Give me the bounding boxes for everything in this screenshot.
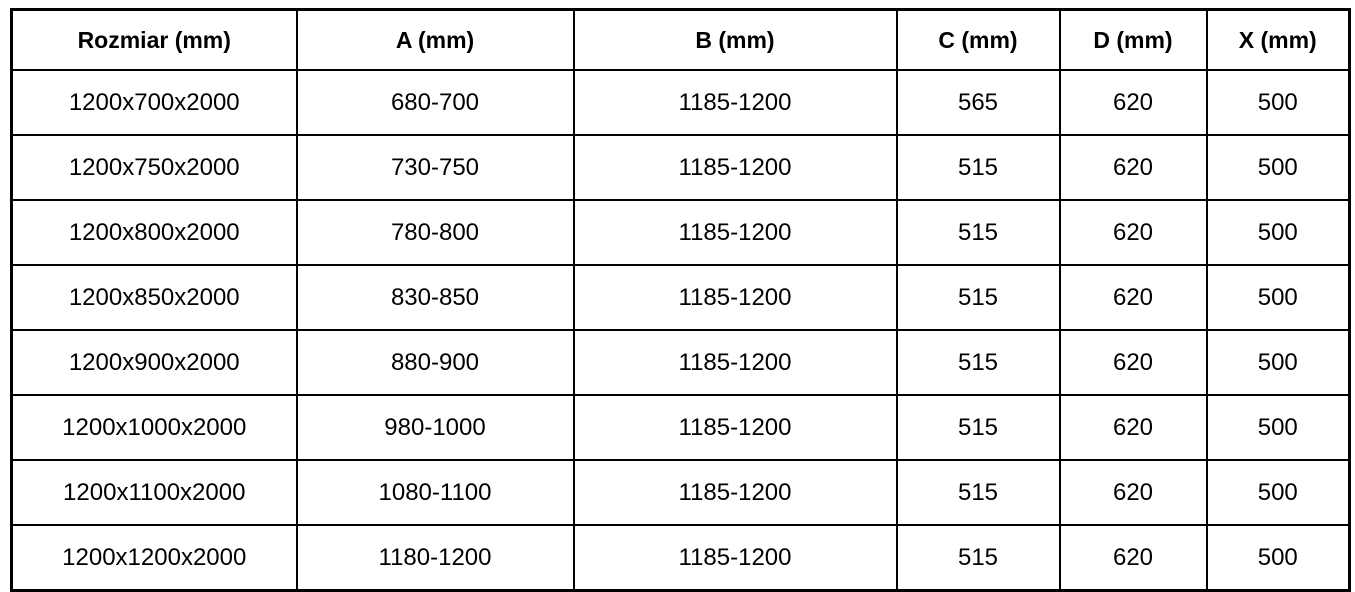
table-cell: 620 (1060, 395, 1207, 460)
table-cell: 1185-1200 (574, 70, 897, 135)
table-cell: 1200x1000x2000 (12, 395, 297, 460)
table-cell: 500 (1207, 70, 1350, 135)
table-cell: 1080-1100 (297, 460, 574, 525)
table-cell: 620 (1060, 330, 1207, 395)
table-cell: 1185-1200 (574, 395, 897, 460)
table-row (12, 330, 1350, 395)
table-cell: 515 (897, 395, 1060, 460)
table-cell: 1200x1100x2000 (12, 460, 297, 525)
table-row (12, 525, 1350, 591)
table-row (12, 460, 1350, 525)
table-cell: 500 (1207, 330, 1350, 395)
table-row (12, 265, 1350, 330)
table-cell: 1200x900x2000 (12, 330, 297, 395)
column-header: Rozmiar (mm) (12, 10, 297, 71)
table-cell: 565 (897, 70, 1060, 135)
column-header: C (mm) (897, 10, 1060, 71)
table-cell: 500 (1207, 265, 1350, 330)
table-row (12, 135, 1350, 200)
table-cell: 1200x850x2000 (12, 265, 297, 330)
table-cell: 980-1000 (297, 395, 574, 460)
column-header: X (mm) (1207, 10, 1350, 71)
table-cell: 1185-1200 (574, 135, 897, 200)
size-spec-table (10, 8, 1351, 592)
table-cell: 620 (1060, 135, 1207, 200)
table-cell: 620 (1060, 200, 1207, 265)
table-cell: 1185-1200 (574, 265, 897, 330)
table-cell: 1200x750x2000 (12, 135, 297, 200)
table-cell: 1200x700x2000 (12, 70, 297, 135)
table-cell: 500 (1207, 395, 1350, 460)
header-row (12, 10, 1350, 71)
table-cell: 730-750 (297, 135, 574, 200)
table-row (12, 200, 1350, 265)
table-cell: 1185-1200 (574, 460, 897, 525)
table-cell: 500 (1207, 135, 1350, 200)
table-cell: 620 (1060, 70, 1207, 135)
table-cell: 1185-1200 (574, 525, 897, 591)
table-row (12, 395, 1350, 460)
table-cell: 1185-1200 (574, 330, 897, 395)
table-cell: 500 (1207, 525, 1350, 591)
table-cell: 620 (1060, 525, 1207, 591)
table-cell: 500 (1207, 200, 1350, 265)
table-cell: 620 (1060, 460, 1207, 525)
table-body (12, 70, 1350, 591)
table-cell: 880-900 (297, 330, 574, 395)
table-cell: 500 (1207, 460, 1350, 525)
column-header: A (mm) (297, 10, 574, 71)
table-cell: 680-700 (297, 70, 574, 135)
table-cell: 515 (897, 135, 1060, 200)
table-header (12, 10, 1350, 71)
table-cell: 620 (1060, 265, 1207, 330)
column-header: B (mm) (574, 10, 897, 71)
table-cell: 1200x1200x2000 (12, 525, 297, 591)
table-cell: 780-800 (297, 200, 574, 265)
table-cell: 1200x800x2000 (12, 200, 297, 265)
table-cell: 515 (897, 525, 1060, 591)
table-cell: 515 (897, 460, 1060, 525)
table-cell: 830-850 (297, 265, 574, 330)
table-cell: 1185-1200 (574, 200, 897, 265)
table-cell: 1180-1200 (297, 525, 574, 591)
table-row (12, 70, 1350, 135)
column-header: D (mm) (1060, 10, 1207, 71)
table-cell: 515 (897, 265, 1060, 330)
table-cell: 515 (897, 330, 1060, 395)
table-cell: 515 (897, 200, 1060, 265)
